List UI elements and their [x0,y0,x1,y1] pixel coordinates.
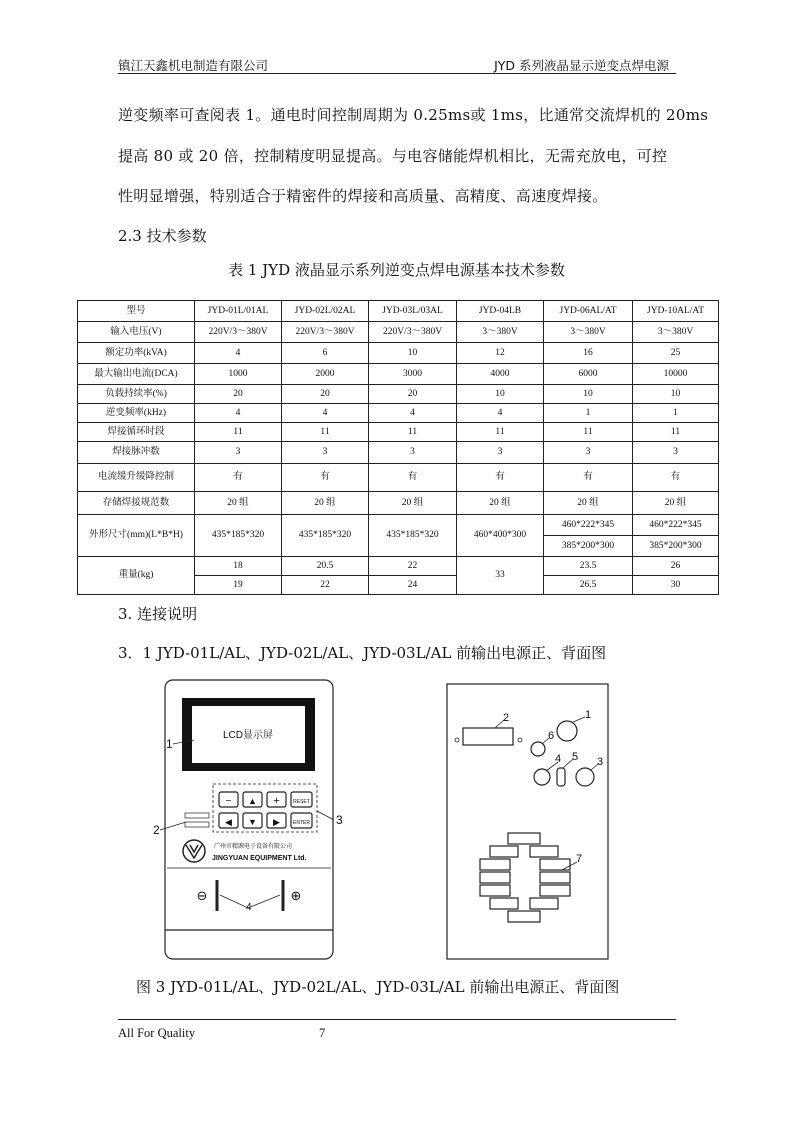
table-cell: 1 [544,404,633,423]
table-cell: 20 [369,385,457,404]
table-cell: 3 [195,442,282,464]
table-cell: 385*200*300 [633,536,719,557]
key-plus-label: + [273,795,280,807]
table-cell: 11 [633,423,719,442]
back-fuse-5 [557,768,565,786]
table-cell: 20 [195,385,282,404]
table-cell: 3000 [369,364,457,385]
callout-3: 3 [336,813,343,827]
vent-slot [508,911,540,922]
table-cell: 10 [369,343,457,364]
table-header-cell: JYD-10AL/AT [633,301,719,322]
table-cell: 有 [633,464,719,492]
table-cell: 外形尺寸(mm)(L*B*H) [78,515,195,557]
table-cell: 24 [369,576,457,595]
figure-caption: 图 3 JYD-01L/AL、JYD-02L/AL、JYD-03L/AL 前输出电源正、背面图 [136,978,620,996]
key-left-label: ◀ [225,817,232,827]
table-cell: 有 [544,464,633,492]
table-cell: 33 [457,557,544,595]
table-cell: 11 [544,423,633,442]
table-cell: 11 [282,423,369,442]
back-callout-1: 1 [585,709,592,721]
callout-leader-2 [160,822,186,830]
table-cell: 30 [633,576,719,595]
vent-slot [480,859,510,870]
indicator-1 [185,813,209,818]
table-cell: 有 [282,464,369,492]
table-header-cell: JYD-04LB [457,301,544,322]
section-heading-3: 3. 连接说明 [118,605,198,623]
table-cell: 重量(kg) [78,557,195,595]
key-reset-label: RESET [293,799,310,805]
vent-slot [490,898,518,909]
table-header-cell: JYD-01L/01AL [195,301,282,322]
table-cell: 3～380V [633,322,719,343]
table-cell: 20 组 [195,492,282,515]
back-connector-3 [576,768,594,786]
table-cell: 435*185*320 [282,515,369,557]
table-cell: 20 组 [633,492,719,515]
table-caption: 表 1 JYD 液晶显示系列逆变点焊电源基本技术参数 [228,261,565,279]
table-cell: 3～380V [457,322,544,343]
table-cell: 输入电压(V) [78,322,195,343]
table-cell: 12 [457,343,544,364]
table-cell: 4 [282,404,369,423]
table-cell: 11 [457,423,544,442]
back-leader-1 [573,717,585,722]
table-cell: 6 [282,343,369,364]
back-port-2 [463,728,513,745]
table-cell: 26 [633,557,719,576]
vent-slot [540,872,570,883]
table-cell: 20 组 [457,492,544,515]
table-cell: 460*222*345 [633,515,719,536]
back-callout-4: 4 [555,753,562,765]
table-cell: 10 [633,385,719,404]
body-line-1: 逆变频率可查阅表 1。通电时间控制周期为 0.25ms或 1ms，比通常交流焊机的 20ms [118,106,709,124]
table-cell: 26.5 [544,576,633,595]
table-cell: 220V/3～380V [369,322,457,343]
screw-hole-left [455,738,459,742]
table-cell: 22 [282,576,369,595]
table-cell: 3 [369,442,457,464]
table-cell: 3 [282,442,369,464]
section-heading-2-3: 2.3 技术参数 [118,227,207,245]
body-line-2: 提高 80 或 20 倍，控制精度明显提高。与电容储能焊机相比，无需充放电，可控 [118,147,668,165]
table-cell: 3 [544,442,633,464]
table-cell: 22 [369,557,457,576]
table-cell: 20 组 [282,492,369,515]
table-cell: 20.5 [282,557,369,576]
table-cell: 有 [457,464,544,492]
table-cell: 最大输出电流(DCA) [78,364,195,385]
vent-slot [508,833,540,844]
back-connector-1 [557,721,577,741]
table-cell: 19 [195,576,282,595]
table-cell: 4 [457,404,544,423]
table-cell: 3 [633,442,719,464]
table-cell: 10 [544,385,633,404]
table-header-cell: 型号 [78,301,195,322]
key-up-label: ▲ [248,796,257,806]
section-heading-3-1: 3．1 JYD-01L/AL、JYD-02L/AL、JYD-03L/AL 前输出电源正、背面图 [118,644,607,662]
table-cell: 存储焊接规范数 [78,492,195,515]
back-callout-7: 7 [576,853,583,865]
footer-divider [118,1019,676,1020]
table-cell: 4 [369,404,457,423]
minus-terminal-symbol: ⊖ [196,888,208,903]
table-cell: 220V/3～380V [282,322,369,343]
table-cell: 18 [195,557,282,576]
key-right-label: ▶ [273,817,280,827]
company-name-cn: 广州市精源电子设备有限公司 [214,844,293,850]
table-cell: 10 [457,385,544,404]
table-cell: 16 [544,343,633,364]
table-header-cell: JYD-06AL/AT [544,301,633,322]
table-cell: 负载持续率(%) [78,385,195,404]
table-cell: 220V/3～380V [195,322,282,343]
table-cell: 20 组 [369,492,457,515]
table-header-cell: JYD-02L/02AL [282,301,369,322]
table-cell: 4 [195,404,282,423]
vent-slot [480,885,510,896]
back-callout-2: 2 [503,712,510,724]
back-callout-5: 5 [572,751,579,763]
table-cell: 20 组 [544,492,633,515]
table-cell: 1 [633,404,719,423]
table-cell: 3 [457,442,544,464]
vent-slot [530,898,558,909]
header-company: 镇江天鑫机电制造有限公司 [118,58,269,73]
table-cell: 20 [282,385,369,404]
table-cell: 4 [195,343,282,364]
header-product: JYD 系列液晶显示逆变点焊电源 [494,58,669,73]
footer-text: All For Quality [118,1026,196,1040]
table-cell: 435*185*320 [195,515,282,557]
page-number: 7 [319,1026,326,1040]
vent-slot [530,846,558,857]
table-cell: 6000 [544,364,633,385]
lcd-label: LCD显示屏 [222,730,274,741]
vent-slot [490,846,518,857]
table-cell: 有 [369,464,457,492]
back-callout-6: 6 [548,730,555,742]
plus-terminal-symbol: ⊕ [290,888,302,903]
table-cell: 1000 [195,364,282,385]
body-line-3: 性明显增强，特别适合于精密件的焊接和高质量、高精度、高速度焊接。 [118,187,608,205]
company-logo-mark [186,845,202,858]
key-down-label: ▼ [248,817,257,827]
table-cell: 2000 [282,364,369,385]
back-panel-outline [447,684,608,959]
callout-2: 2 [153,823,160,837]
callout-4: 4 [246,902,252,913]
back-connector-4 [534,769,550,785]
table-cell: 逆变频率(kHz) [78,404,195,423]
table-cell: 电流缓升缓降控制 [78,464,195,492]
table-cell: 3～380V [544,322,633,343]
table-cell: 11 [369,423,457,442]
table-cell: 10000 [633,364,719,385]
callout-1: 1 [166,737,173,751]
table-cell: 额定功率(kVA) [78,343,195,364]
table-cell: 435*185*320 [369,515,457,557]
table-header-cell: JYD-03L/03AL [369,301,457,322]
back-panel [447,684,608,959]
back-connector-6 [531,742,545,756]
table-cell: 有 [195,464,282,492]
table-cell: 460*222*345 [544,515,633,536]
callout-leader-3 [317,811,334,820]
key-minus-label: − [225,796,232,807]
back-callout-3: 3 [597,756,604,768]
table-cell: 11 [195,423,282,442]
key-enter-label: ENTER [293,820,310,826]
screw-hole-right [518,738,522,742]
table-cell: 焊接脉冲数 [78,442,195,464]
table-cell: 23.5 [544,557,633,576]
table-cell: 4000 [457,364,544,385]
table-cell: 460*400*300 [457,515,544,557]
vent-slot [480,872,510,883]
table-cell: 385*200*300 [544,536,633,557]
table-cell: 焊接循环时段 [78,423,195,442]
company-name-en: JINGYUAN EQUIPMENT Ltd. [212,855,307,862]
indicator-2 [185,822,209,827]
vent-slot [540,885,570,896]
table-cell: 25 [633,343,719,364]
